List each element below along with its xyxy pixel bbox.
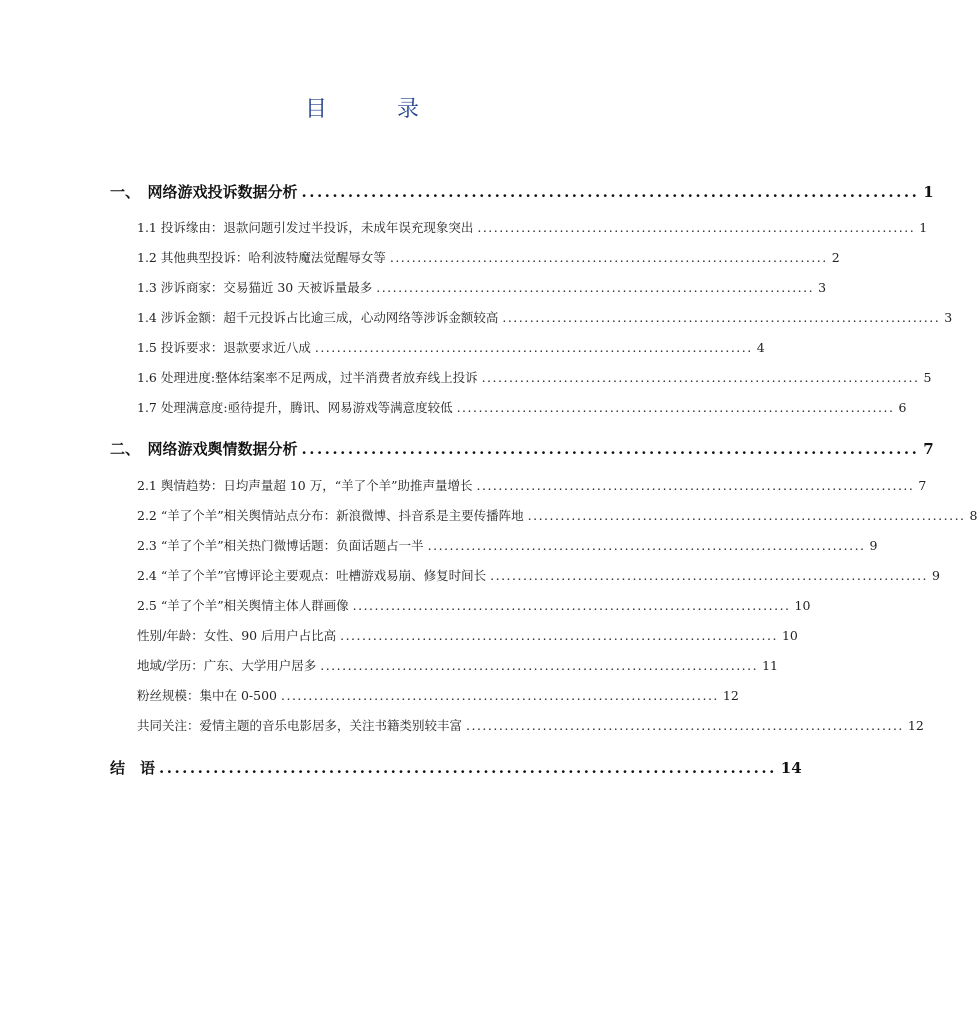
toc-leader-dots: ................................................................................ [502,310,941,325]
toc-page-number: 2 [831,250,840,265]
toc-leader-dots: ................................................................................ [389,250,828,265]
toc-entry-text: 地域/学历：广东、大学用户居多 [137,658,317,673]
toc-page-number: 4 [756,340,765,355]
toc-entry-text: 1.3 涉诉商家：交易猫近 30 天被诉量最多 [137,280,373,295]
toc-leader-dots: ................................................................................ [456,400,895,415]
toc-page-number: 1 [919,220,928,235]
toc-page-number: 7 [918,478,927,493]
toc-leader-dots: ................................................................................ [527,508,966,523]
toc-page-number: 8 [969,508,977,523]
toc-entry-1-7[interactable] [137,398,907,416]
toc-entry-1-2[interactable] [137,248,840,266]
toc-entry-text: 1.4 涉诉金额：超千元投诉占比逾三成，心动网络等涉诉金额较高 [137,310,499,325]
toc-page-number: 14 [780,759,802,777]
toc-leader-dots: ................................................................................ [352,598,791,613]
toc-section-2[interactable] [110,438,934,459]
toc-entry-1-6[interactable] [137,368,932,386]
toc-entry-1-3[interactable] [137,278,827,296]
toc-leader-dots: ................................................................................ [301,183,920,201]
toc-page-number: 10 [794,598,811,613]
toc-page-number: 12 [722,688,739,703]
toc-page-number: 3 [944,310,953,325]
toc-entry-2-2[interactable] [137,506,977,524]
toc-entry-gender-age[interactable] [137,626,798,644]
toc-page-number: 7 [923,440,934,458]
toc-page-number: 9 [932,568,940,583]
toc-entry-2-3[interactable] [137,536,878,554]
toc-leader-dots: ................................................................................ [376,280,815,295]
toc-entry-1-1[interactable] [137,218,928,236]
toc-entry-text: 2.3 “羊了个羊”相关热门微博话题：负面话题占一半 [137,538,424,553]
toc-entry-text: 性别/年龄：女性、90 后用户占比高 [137,628,337,643]
toc-leader-dots: ................................................................................ [476,478,915,493]
toc-page-number: 10 [781,628,798,643]
toc-leader-dots: ................................................................................ [466,718,904,733]
toc-leader-dots: ................................................................................ [427,538,866,553]
toc-entry-2-5[interactable] [137,596,811,614]
toc-page-number: 11 [762,658,778,673]
toc-page-number: 3 [818,280,827,295]
toc-entry-text: 1.1 投诉缘由：退款问题引发过半投诉，未成年误充现象突出 [137,220,474,235]
toc-leader-dots: ................................................................................ [159,759,777,777]
toc-leader-dots: ................................................................................ [314,340,753,355]
toc-leader-dots: ................................................................................ [477,220,916,235]
toc-conclusion[interactable] [110,757,802,778]
toc-entry-text: 共同关注：爱情主题的音乐电影居多，关注书籍类别较丰富 [137,718,463,733]
toc-leader-dots: ................................................................................ [281,688,719,703]
toc-entry-text: 一、 网络游戏投诉数据分析 [110,183,298,201]
toc-entry-1-5[interactable] [137,338,765,356]
toc-page-number: 12 [907,718,924,733]
toc-leader-dots: ................................................................................ [490,568,929,583]
toc-entry-region-education[interactable] [137,656,778,674]
toc-entry-text: 2.2 “羊了个羊”相关舆情站点分布：新浪微博、抖音系是主要传播阵地 [137,508,524,523]
toc-leader-dots: ................................................................................ [481,370,920,385]
toc-entry-text: 1.7 处理满意度:亟待提升，腾讯、网易游戏等满意度较低 [137,400,453,415]
toc-entry-text: 1.2 其他典型投诉：哈利波特魔法觉醒辱女等 [137,250,386,265]
toc-entry-2-1[interactable] [137,476,927,494]
toc-page-number: 1 [923,183,934,201]
toc-entry-text: 1.5 投诉要求：退款要求近八成 [137,340,311,355]
toc-entry-text: 2.1 舆情趋势：日均声量超 10 万，“羊了个羊”助推声量增长 [137,478,473,493]
toc-entry-text: 2.4 “羊了个羊”官博评论主要观点：吐槽游戏易崩、修复时间长 [137,568,487,583]
toc-page-number: 9 [869,538,878,553]
toc-entry-text: 粉丝规模：集中在 0-500 [137,688,278,703]
page-title: 目 录 [304,97,443,122]
toc-entry-fan-scale[interactable] [137,686,739,704]
toc-page-number: 6 [898,400,907,415]
toc-leader-dots: ................................................................................ [320,658,759,673]
toc-leader-dots: ................................................................................ [301,440,920,458]
toc-entry-text: 二、 网络游戏舆情数据分析 [110,440,298,458]
toc-entry-1-4[interactable] [137,308,953,326]
toc-entry-2-4[interactable] [137,566,940,584]
toc-entry-text: 1.6 处理进度:整体结案率不足两成，过半消费者放弃线上投诉 [137,370,478,385]
toc-entry-text: 结 语 [110,759,156,777]
toc-entry-text: 2.5 “羊了个羊”相关舆情主体人群画像 [137,598,349,613]
toc-entry-common-follow[interactable] [137,716,924,734]
toc-section-1[interactable] [110,181,934,202]
toc-page-number: 5 [923,370,932,385]
toc-leader-dots: ................................................................................ [340,628,778,643]
